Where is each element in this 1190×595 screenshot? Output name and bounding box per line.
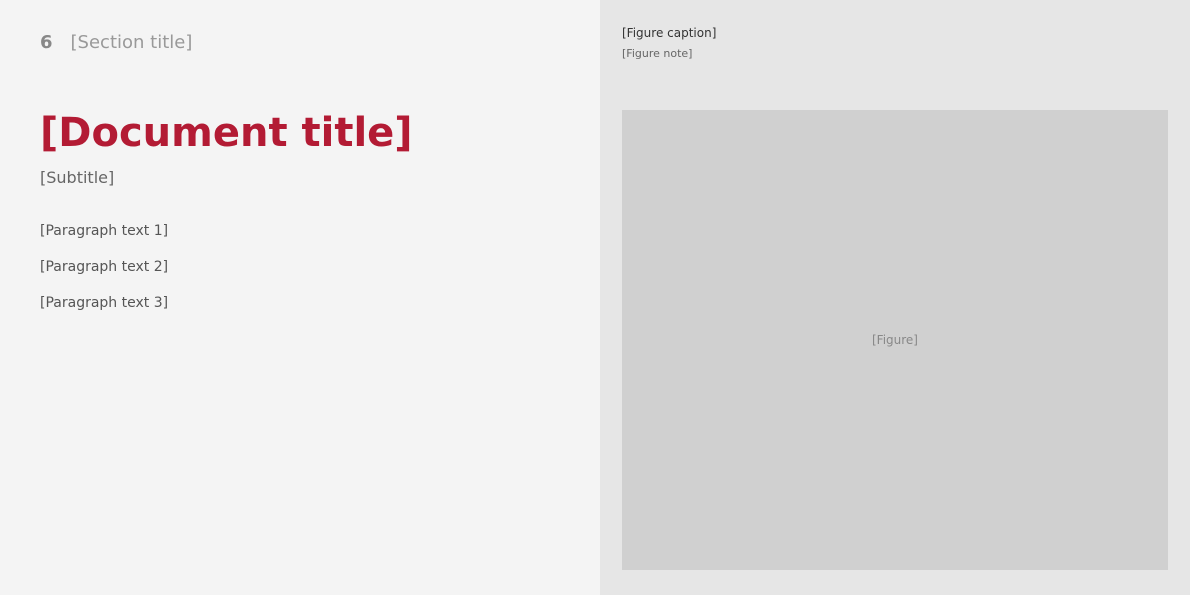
section-title: [Section title] (70, 31, 193, 53)
document-title: [Document title] (40, 110, 413, 156)
figure-panel (600, 0, 1190, 595)
paragraph: [Paragraph text 3] (40, 295, 169, 311)
page-number: 6 (40, 31, 53, 53)
content-block (40, 220, 560, 328)
paragraph: [Paragraph text 2] (40, 259, 169, 275)
figure-note: [Figure note] (622, 47, 693, 60)
paragraph: [Paragraph text 1] (40, 223, 169, 239)
page-header (40, 22, 192, 62)
figure-caption: [Figure caption] (622, 26, 717, 40)
title-block (40, 110, 560, 187)
figure-placeholder (622, 110, 1168, 570)
document-subtitle: [Subtitle] (40, 168, 115, 187)
figure-placeholder-label: [Figure] (871, 333, 918, 347)
